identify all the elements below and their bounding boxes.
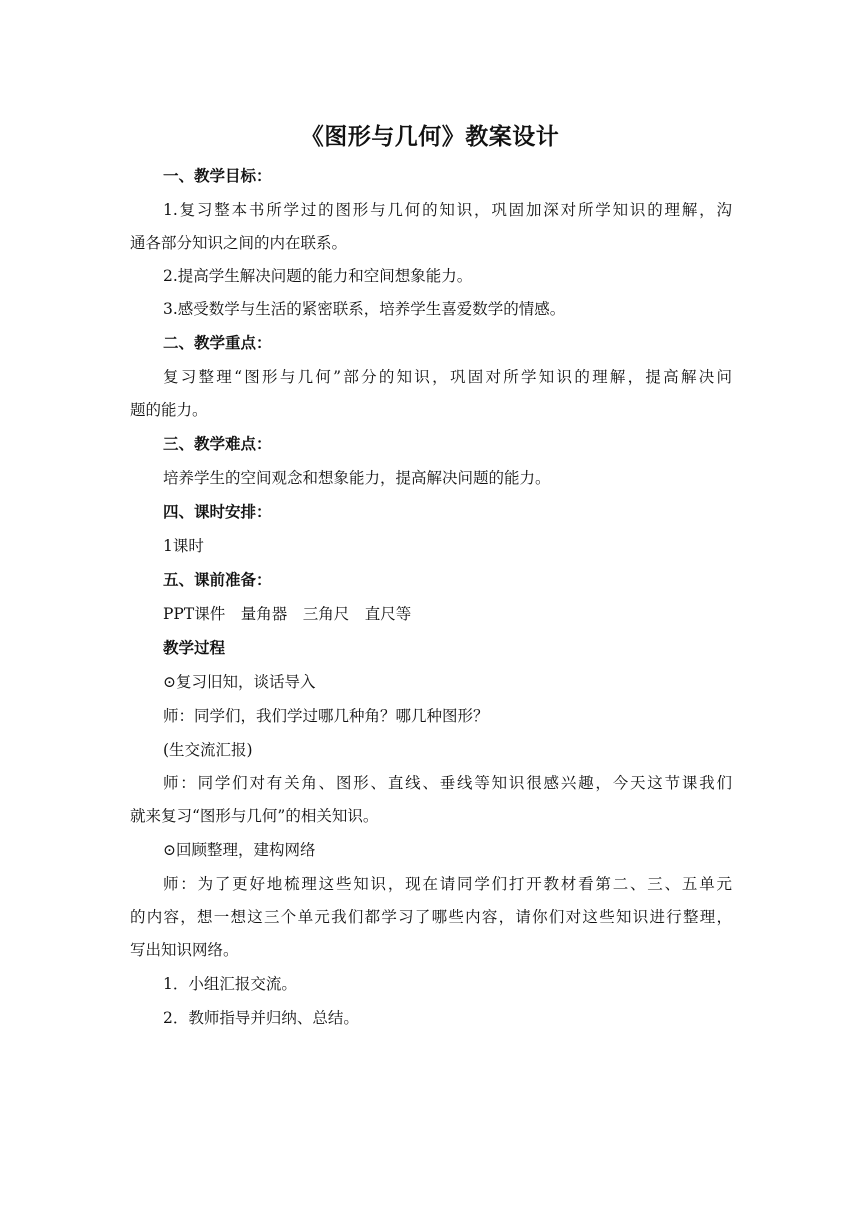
process-heading: 教学过程: [163, 639, 226, 657]
preparation-text: PPT课件 量角器 三角尺 直尺等: [163, 605, 412, 623]
teacher-line-1: 师：同学们，我们学过哪几种角？哪几种图形？: [163, 707, 489, 725]
goal-3: 3.感受数学与生活的紧密联系，培养学生喜爱数学的情感。: [163, 300, 566, 318]
teacher-line-3-part-3: 写出知识网络。: [130, 941, 239, 959]
teacher-line-2-part-1: 师：同学们对有关角、图形、直线、垂线等知识很感兴趣，今天这节课我们: [163, 774, 732, 792]
student-note: (生交流汇报): [163, 741, 253, 759]
schedule-heading: 四、课时安排：: [163, 503, 272, 521]
goal-2: 2.提高学生解决问题的能力和空间想象能力。: [163, 267, 473, 285]
difficulty-text: 培养学生的空间观念和想象能力，提高解决问题的能力。: [163, 469, 551, 487]
key-points-line-1: 复习整理“图形与几何”部分的知识，巩固对所学知识的理解，提高解决问: [163, 368, 732, 386]
key-points-line-2: 题的能力。: [130, 401, 208, 419]
goals-heading: 一、教学目标：: [163, 167, 272, 185]
step-1-title: ⊙复习旧知，谈话导入: [163, 673, 316, 691]
goal-1-line-2: 通各部分知识之间的内在联系。: [130, 234, 348, 252]
list-item-1: 1．小组汇报交流。: [163, 975, 297, 993]
teacher-line-2-part-2: 就来复习“图形与几何”的相关知识。: [130, 807, 379, 825]
difficulty-heading: 三、教学难点：: [163, 435, 272, 453]
page-title: 《图形与几何》教案设计: [300, 124, 560, 150]
teacher-line-3-part-1: 师：为了更好地梳理这些知识，现在请同学们打开教材看第二、三、五单元: [163, 875, 732, 893]
teacher-line-3-part-2: 的内容，想一想这三个单元我们都学习了哪些内容，请你们对这些知识进行整理，: [130, 908, 732, 926]
schedule-text: 1课时: [163, 537, 204, 555]
step-2-title: ⊙回顾整理，建构网络: [163, 841, 316, 859]
goal-1-line-1: 1.复习整本书所学过的图形与几何的知识，巩固加深对所学知识的理解，沟: [163, 201, 732, 219]
key-points-heading: 二、教学重点：: [163, 334, 272, 352]
preparation-heading: 五、课前准备：: [163, 571, 272, 589]
list-item-2: 2．教师指导并归纳、总结。: [163, 1009, 359, 1027]
